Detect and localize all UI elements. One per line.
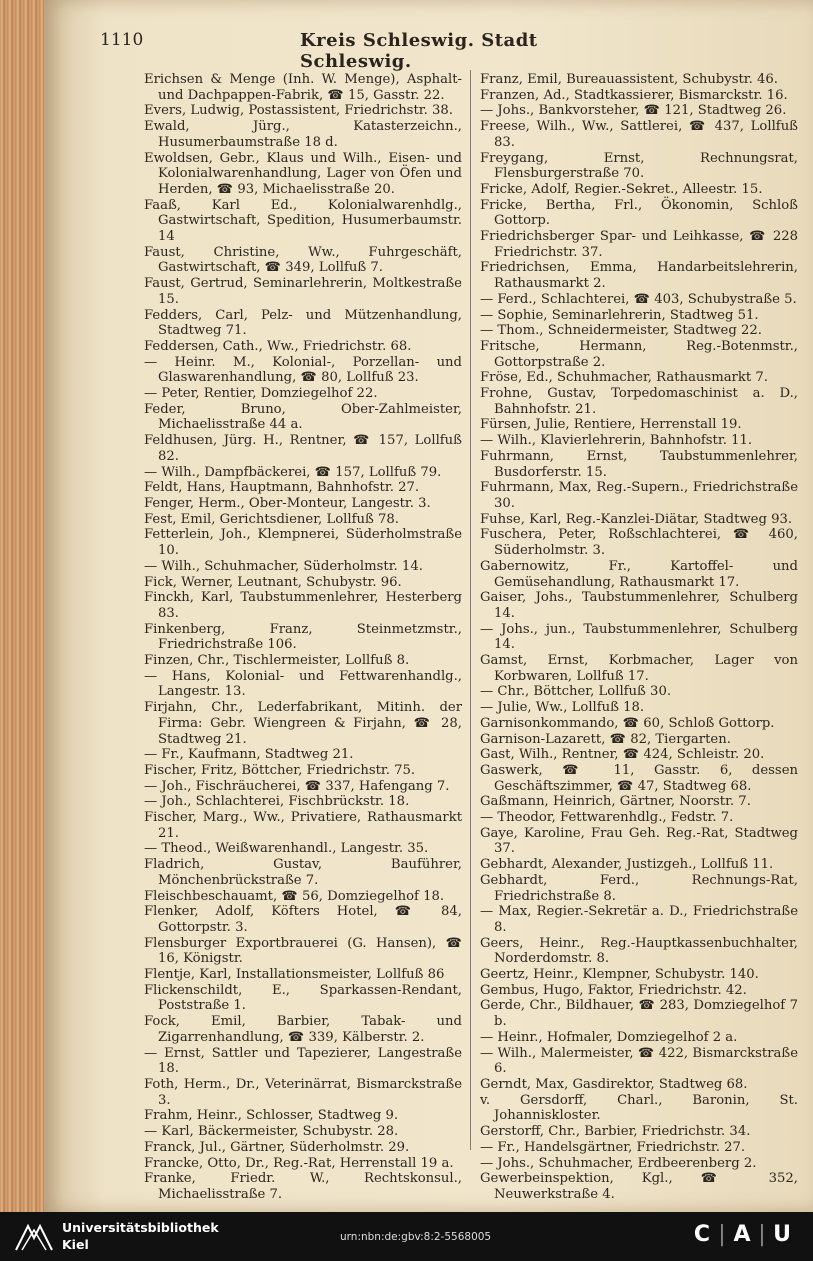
directory-entry: Fritsche, Hermann, Reg.-Botenmstr., Gottorpstraße 2. [480,338,798,370]
cau-logo: C | A | U [687,1222,797,1247]
directory-entry: Flentje, Karl, Installationsmeister, Lollfuß 86 [144,967,445,983]
directory-entry: Fröse, Ed., Schuhmacher, Rathausmarkt 7. [480,370,768,386]
cau-letter-u: U [773,1222,791,1247]
directory-entry: Fetterlein, Joh., Klempnerei, Süderholmstraße 10. [144,527,462,559]
directory-entry: — Hans, Kolonial- und Fettwarenhandlg., Langestr. 13. [144,668,462,700]
directory-entry: Fick, Werner, Leutnant, Schubystr. 96. [144,574,402,590]
directory-entry: Fenger, Herm., Ober-Monteur, Langestr. 3. [144,495,431,511]
directory-entry: — Fr., Handelsgärtner, Friedrichstr. 27. [480,1139,746,1155]
directory-entry: — Theodor, Fettwarenhdlg., Fedstr. 7. [480,810,734,826]
directory-entry: Friedrichsen, Emma, Handarbeitslehrerin, Rathausmarkt 2. [480,260,798,292]
directory-entry: — Wilh., Malermeister, ☎ 422, Bismarckstraße 6. [480,1045,798,1077]
directory-entry: — Max, Regier.-Sekretär a. D., Friedrichstraße 8. [480,904,798,935]
directory-entry: Franke, Friedr. W., Rechtskonsul., Michaelisstraße 7. [144,1171,462,1202]
directory-entry: — Thom., Schneidermeister, Stadtweg 22. [480,323,762,339]
directory-entry: — Johs., jun., Taubstummenlehrer, Schulberg 14. [480,621,798,653]
directory-entry: — Karl, Bäckermeister, Schubystr. 28. [144,1124,399,1140]
directory-entry: Gabernowitz, Fr., Kartoffel- und Gemüsehandlung, Rathausmarkt 17. [480,558,798,590]
directory-entry: — Ferd., Schlachterei, ☎ 403, Schubystraße 5. [480,291,797,307]
directory-entry: Fuhse, Karl, Reg.-Kanzlei-Diätar, Stadtweg 93. [480,511,793,527]
directory-entry: — Peter, Rentier, Domziegelhof 22. [144,386,378,402]
directory-entry: Gebhardt, Alexander, Justizgeh., Lollfuß 11. [480,857,774,873]
directory-entry: Flenker, Adolf, Köfters Hotel, ☎ 84, Gottorpstr. 3. [144,904,462,935]
directory-entry: — Joh., Schlachterei, Fischbrückstr. 18. [144,794,410,810]
directory-entry: Fuschera, Peter, Roßschlachterei, ☎ 460, Süderholmstr. 3. [480,527,798,559]
directory-entry: Fladrich, Gustav, Bauführer, Mönchenbrückstraße 7. [144,857,462,888]
directory-entry: Fischer, Fritz, Böttcher, Friedrichstr. 75. [144,762,416,778]
directory-entry: Firjahn, Chr., Lederfabrikant, Mitinh. der Firma: Gebr. Wiengreen & Firjahn, ☎ 28, Stadtweg 21. [144,700,462,747]
directory-entry: Gaiser, Johs., Taubstummenlehrer, Schulberg 14. [480,590,798,621]
directory-entry: Fuhrmann, Max, Reg.-Supern., Friedrichstraße 30. [480,480,798,511]
directory-entry: Flensburger Exportbrauerei (G. Hansen), ☎ 16, Königstr. [144,935,462,967]
directory-entry: Gamst, Ernst, Korbmacher, Lager von Korbwaren, Lollfuß 17. [480,653,798,684]
directory-entry: — Chr., Böttcher, Lollfuß 30. [480,684,672,700]
directory-entry: Gerde, Chr., Bildhauer, ☎ 283, Domziegelhof 7 b. [480,998,798,1030]
directory-entry: — Joh., Fischräucherei, ☎ 337, Hafengang 7. [144,778,450,794]
directory-entry: Flickenschildt, E., Sparkassen-Rendant, Poststraße 1. [144,982,462,1014]
directory-entry: — Wilh., Schuhmacher, Süderholmstr. 14. [144,558,423,574]
directory-entry: — Fr., Kaufmann, Stadtweg 21. [144,747,354,763]
directory-entry: Franzen, Ad., Stadtkassierer, Bismarckstr. 16. [480,87,788,103]
directory-entry: Franck, Jul., Gärtner, Süderholmstr. 29. [144,1139,410,1155]
directory-entry: Faust, Gertrud, Seminarlehrerin, Moltkestraße 15. [144,276,462,307]
directory-entry: Ewoldsen, Gebr., Klaus und Wilh., Eisen- und Kolonialwarenhandlung, Lager von Öfen und Herden, ☎ 93, Michaelisstraße 20. [144,150,462,197]
directory-entry: — Heinr., Hofmaler, Domziegelhof 2 a. [480,1029,738,1045]
directory-entry: v. Gersdorff, Charl., Baronin, St. Johanniskloster. [480,1092,798,1124]
directory-entry: — Wilh., Klavierlehrerin, Bahnhofstr. 11. [480,433,753,449]
directory-entry: Faust, Christine, Ww., Fuhrgeschäft, Gastwirtschaft, ☎ 349, Lollfuß 7. [144,244,462,276]
directory-entry: Evers, Ludwig, Postassistent, Friedrichstr. 38. [144,103,453,119]
directory-entry: Garnisonkommando, ☎ 60, Schloß Gottorp. [480,715,775,731]
directory-entry: Gerstorff, Chr., Barbier, Friedrichstr. 34. [480,1124,751,1140]
directory-entry: Finckh, Karl, Taubstummenlehrer, Hesterberg 83. [144,590,462,621]
directory-entry: Finkenberg, Franz, Steinmetzmstr., Friedrichstraße 106. [144,621,462,653]
directory-entry: Gaye, Karoline, Frau Geh. Reg.-Rat, Stadtweg 37. [480,825,798,857]
directory-entry: Fleischbeschauamt, ☎ 56, Domziegelhof 18. [144,888,445,904]
directory-entry: Fedders, Carl, Pelz- und Mützenhandlung, Stadtweg 71. [144,307,462,339]
directory-entry: Gebhardt, Ferd., Rechnungs-Rat, Friedrichstraße 8. [480,872,798,904]
directory-entry: — Sophie, Seminarlehrerin, Stadtweg 51. [480,307,759,323]
directory-entry: Fricke, Adolf, Regier.-Sekret., Alleestr. 15. [480,181,763,197]
directory-entry: — Wilh., Dampfbäckerei, ☎ 157, Lollfuß 79. [144,464,442,480]
directory-entry: Feddersen, Cath., Ww., Friedrichstr. 68. [144,338,412,354]
directory-entry: Fock, Emil, Barbier, Tabak- und Zigarrenhandlung, ☎ 339, Kälberstr. 2. [144,1014,462,1045]
directory-entry: Gast, Wilh., Rentner, ☎ 424, Schleistr. 20. [480,747,765,763]
directory-entry: Freygang, Ernst, Rechnungsrat, Flensburgerstraße 70. [480,150,798,182]
directory-entry: Francke, Otto, Dr., Reg.-Rat, Herrenstall 19 a. [144,1155,454,1171]
page-number: 1110 [100,30,144,50]
institution-city: Kiel [62,1237,89,1252]
directory-entry: Gaswerk, ☎ 11, Gasstr. 6, dessen Geschäftszimmer, ☎ 47, Stadtweg 68. [480,762,798,794]
directory-entry: Feldhusen, Jürg. H., Rentner, ☎ 157, Lollfuß 82. [144,433,462,464]
directory-entry: Ewald, Jürg., Katasterzeichn., Husumerbaumstraße 18 d. [144,119,462,150]
directory-entry: — Ernst, Sattler und Tapezierer, Langestraße 18. [144,1045,462,1077]
directory-entry: — Johs., Schuhmacher, Erdbeerenberg 2. [480,1155,757,1171]
directory-entry: Friedrichsberger Spar- und Leihkasse, ☎ 228 Friedrichstr. 37. [480,229,798,260]
directory-entry: Frahm, Heinr., Schlosser, Stadtweg 9. [144,1108,399,1124]
directory-entry: Foth, Herm., Dr., Veterinärrat, Bismarckstraße 3. [144,1077,462,1108]
directory-entry: Garnison-Lazarett, ☎ 82, Tiergarten. [480,731,731,747]
right-column [480,72,798,1203]
page-title: Kreis Schleswig. Stadt Schleswig. [300,30,538,72]
directory-entry: Fischer, Marg., Ww., Privatiere, Rathausmarkt 21. [144,810,462,841]
directory-entry: Finzen, Chr., Tischlermeister, Lollfuß 8. [144,653,410,669]
directory-entry: Fürsen, Julie, Rentiere, Herrenstall 19. [480,417,742,433]
directory-entry: — Johs., Bankvorsteher, ☎ 121, Stadtweg 26. [480,103,787,119]
directory-entry: Fuhrmann, Ernst, Taubstummenlehrer, Busdorferstr. 15. [480,448,798,480]
directory-entry: Gerndt, Max, Gasdirektor, Stadtweg 68. [480,1077,748,1092]
directory-entry: — Julie, Ww., Lollfuß 18. [480,700,645,716]
directory-entry: Feder, Bruno, Ober-Zahlmeister, Michaelisstraße 44 a. [144,401,462,433]
directory-entry: Fricke, Bertha, Frl., Ökonomin, Schloß Gottorp. [480,197,798,229]
urn-identifier: urn:nbn:de:gbv:8:2-5568005 [340,1231,492,1243]
directory-entry: Erichsen & Menge (Inh. W. Menge), Asphalt- und Dachpappen-Fabrik, ☎ 15, Gasstr. 22. [144,72,462,103]
directory-entry: Faaß, Karl Ed., Kolonialwarenhdlg., Gastwirtschaft, Spedition, Husumerbaumstr. 14 [144,197,462,245]
directory-entry: Geers, Heinr., Reg.-Hauptkassenbuchhalter, Norderdomstr. 8. [480,935,798,967]
directory-entry: Freese, Wilh., Ww., Sattlerei, ☎ 437, Lollfuß 83. [480,119,798,150]
column-divider [470,70,471,1150]
library-logo-icon [14,1222,54,1252]
directory-entry: Geertz, Heinr., Klempner, Schubystr. 140. [480,967,759,983]
directory-entry: — Theod., Weißwarenhandl., Langestr. 35. [144,841,429,857]
directory-entry: Fest, Emil, Gerichtsdiener, Lollfuß 78. [144,511,399,527]
directory-entry: Feldt, Hans, Hauptmann, Bahnhofstr. 27. [144,480,420,496]
cau-letter-a: A [733,1222,751,1247]
footer-bar [0,1212,813,1261]
directory-entry: Gaßmann, Heinrich, Gärtner, Noorstr. 7. [480,794,751,810]
directory-entry: Frohne, Gustav, Torpedomaschinist a. D., Bahnhofstr. 21. [480,386,798,417]
cau-letter-c: C [693,1222,711,1247]
page-header [100,30,620,72]
directory-entry: Franz, Emil, Bureauassistent, Schubystr. 46. [480,72,778,87]
directory-entry: — Heinr. M., Kolonial-, Porzellan- und Glaswarenhandlung, ☎ 80, Lollfuß 23. [144,354,462,386]
institution-name: Universitätsbibliothek [62,1220,219,1235]
directory-entry: Gembus, Hugo, Faktor, Friedrichstr. 42. [480,982,747,998]
left-column [144,72,462,1203]
directory-entry: Gewerbeinspektion, Kgl., ☎ 352, Neuwerkstraße 4. [480,1171,798,1202]
